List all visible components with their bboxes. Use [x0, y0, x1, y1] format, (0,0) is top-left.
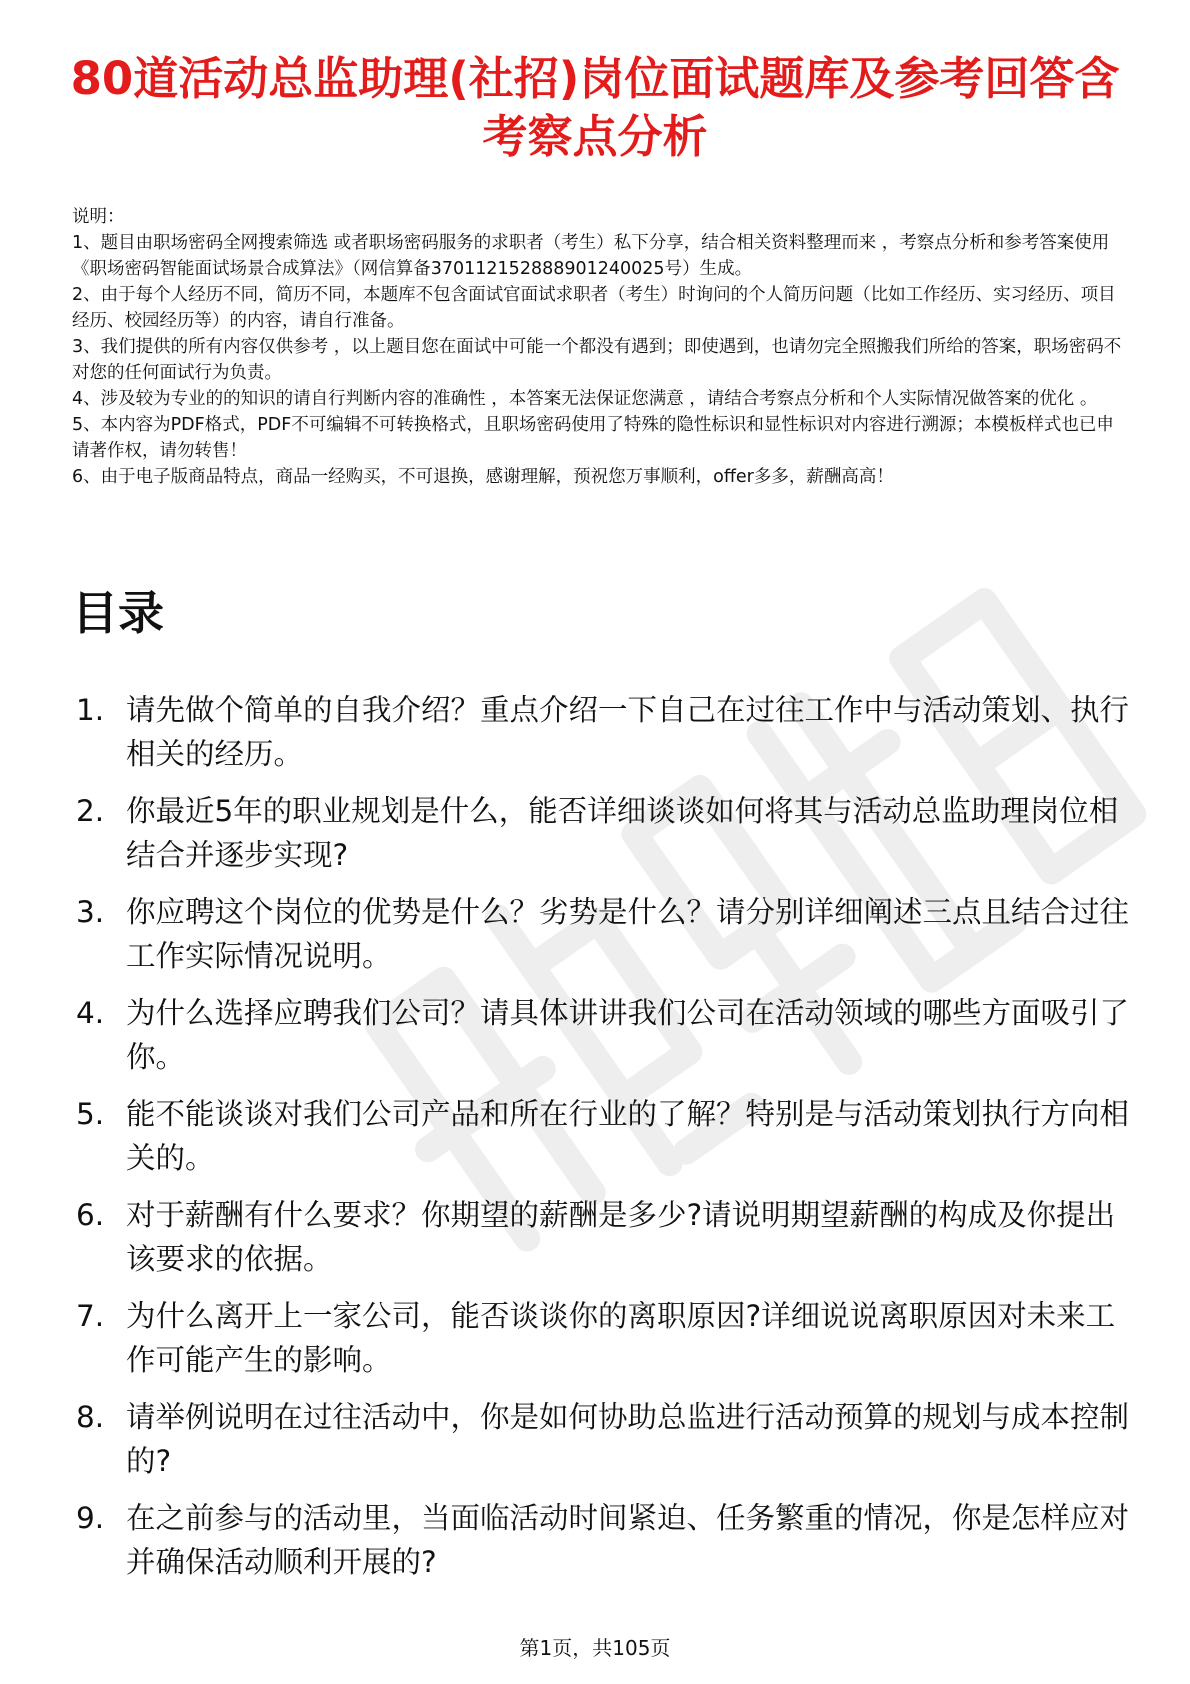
question-number: 4.: [76, 996, 105, 1030]
question-item: [72, 789, 1132, 877]
question-text: 为什么选择应聘我们公司？请具体讲讲我们公司在活动领域的哪些方面吸引了你。: [126, 996, 1130, 1074]
question-list: [72, 688, 1132, 1597]
question-text: 请先做个简单的自我介绍？重点介绍一下自己在过往工作中与活动策划、执行相关的经历。: [126, 693, 1130, 771]
question-item: [72, 1294, 1132, 1382]
question-number: 3.: [76, 895, 105, 929]
question-number: 5.: [76, 1097, 105, 1131]
notes-heading: 说明：: [72, 207, 125, 227]
question-text: 你最近5年的职业规划是什么，能否详细谈谈如何将其与活动总监助理岗位相结合并逐步实现?: [126, 794, 1119, 872]
page-title: 80道活动总监助理(社招)岗位面试题库及参考回答含考察点分析: [70, 52, 1120, 163]
question-item: [72, 1193, 1132, 1281]
question-text: 你应聘这个岗位的优势是什么？劣势是什么？请分别详细阐述三点且结合过往工作实际情况说明。: [126, 895, 1130, 973]
question-text: 为什么离开上一家公司，能否谈谈你的离职原因?详细说说离职原因对未来工作可能产生的影响。: [126, 1299, 1116, 1377]
question-item: [72, 1395, 1132, 1483]
question-text: 在之前参与的活动里，当面临活动时间紧迫、任务繁重的情况，你是怎样应对并确保活动顺利开展的?: [126, 1501, 1130, 1579]
question-text: 能不能谈谈对我们公司产品和所在行业的了解？特别是与活动策划执行方向相关的。: [126, 1097, 1130, 1175]
question-number: 6.: [76, 1198, 105, 1232]
question-number: 8.: [76, 1400, 105, 1434]
question-text: 请举例说明在过往活动中，你是如何协助总监进行活动预算的规划与成本控制的?: [126, 1400, 1130, 1478]
question-item: [72, 1092, 1132, 1180]
question-item: [72, 1496, 1132, 1584]
note-item: 2、由于每个人经历不同，简历不同，本题库不包含面试官面试求职者（考生）时询问的个人简历问题（比如工作经历、实习经历、项目经历、校园经历等）的内容，请自行准备。: [72, 285, 1116, 331]
note-item: 5、本内容为PDF格式，PDF不可编辑不可转换格式，且职场密码使用了特殊的隐性标识和显性标识对内容进行溯源；本模板样式也已申请著作权，请勿转售！: [72, 415, 1114, 461]
notes-section: [72, 204, 1122, 490]
toc-heading: 目录: [72, 586, 164, 640]
question-item: [72, 688, 1132, 776]
page-footer: 第1页，共105页: [519, 1636, 671, 1660]
question-number: 9.: [76, 1501, 105, 1535]
note-item: 6、由于电子版商品特点，商品一经购买，不可退换，感谢理解，预祝您万事顺利，offer多多，薪酬高高！: [72, 467, 894, 487]
note-item: 3、我们提供的所有内容仅供参考 ，以上题目您在面试中可能一个都没有遇到；即使遇到，也请勿完全照搬我们所给的答案，职场密码不对您的任何面试行为负责。: [72, 337, 1122, 383]
question-item: [72, 991, 1132, 1079]
question-number: 7.: [76, 1299, 105, 1333]
question-text: 对于薪酬有什么要求？你期望的薪酬是多少?请说明期望薪酬的构成及你提出该要求的依据。: [126, 1198, 1116, 1276]
question-number: 1.: [76, 693, 105, 727]
question-number: 2.: [76, 794, 105, 828]
note-item: 4、涉及较为专业的的知识的请自行判断内容的准确性 ，本答案无法保证您满意 ，请结合考察点分析和个人实际情况做答案的优化 。: [72, 389, 1098, 409]
question-item: [72, 890, 1132, 978]
note-item: 1、题目由职场密码全网搜索筛选 或者职场密码服务的求职者（考生）私下分享，结合相关资料整理而来 ，考察点分析和参考答案使用《职场密码智能面试场景合成算法》（网信算备370112152888901240025号）生成。: [72, 233, 1110, 279]
